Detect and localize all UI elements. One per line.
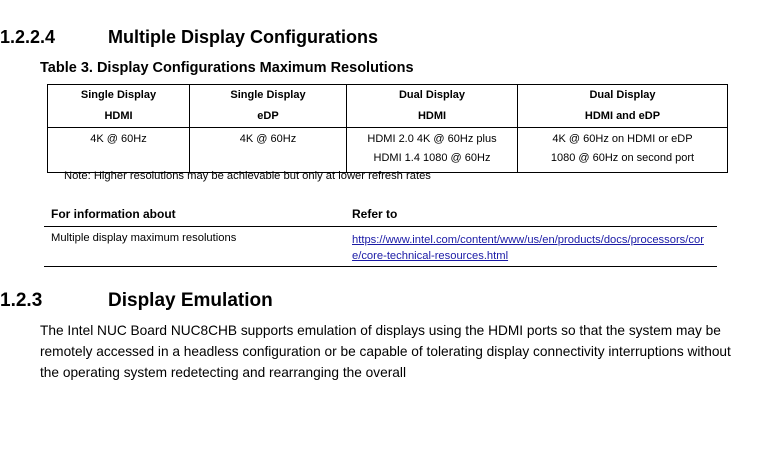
reference-link[interactable]: https://www.intel.com/content/www/us/en/products/docs/processors/core/core-technical-resources.html: [352, 234, 704, 262]
table-header-row: [48, 85, 728, 128]
cell-line: HDMI 1.4 1080 @ 60Hz: [373, 152, 491, 164]
table-cell: [190, 128, 347, 173]
header-line: HDMI: [417, 110, 447, 122]
table-row: [48, 128, 728, 173]
info-column-header: For information about: [51, 207, 176, 221]
cell-line: 4K @ 60Hz: [239, 133, 297, 145]
table-note: Note: Higher resolutions may be achievable but only at lower refresh rates: [64, 170, 431, 182]
info-row-label: Multiple display maximum resolutions: [51, 232, 237, 244]
section-number: 1.2.2.4: [0, 27, 56, 47]
table-cell: [518, 128, 728, 173]
cell-line: 1080 @ 60Hz on second port: [550, 152, 695, 164]
header-dual-hdmi: [347, 85, 518, 128]
header-line: Single Display: [80, 89, 157, 101]
header-dual-hdmi-edp: [518, 85, 728, 128]
section-title: Multiple Display Configurations: [108, 27, 379, 47]
header-line: eDP: [257, 110, 279, 122]
divider: [44, 226, 717, 227]
cell-line: HDMI 2.0 4K @ 60Hz plus: [367, 133, 497, 145]
header-single-edp: [190, 85, 347, 128]
body-paragraph: The Intel NUC Board NUC8CHB supports emulation of displays using the HDMI ports so that the system may be remotely accessed in a headless configuration or be capable of tolerating display connectivity interruptions without the operating system redetecting and rearranging the overall: [40, 323, 731, 380]
header-line: Dual Display: [398, 89, 466, 101]
resolutions-table: [47, 84, 728, 173]
table-cell: [347, 128, 518, 173]
section-number: 1.2.3: [0, 290, 43, 311]
divider: [44, 266, 717, 267]
refer-column-header: Refer to: [352, 207, 398, 221]
table-cell: [48, 128, 190, 173]
header-single-hdmi: [48, 85, 190, 128]
section-title: Display Emulation: [108, 290, 273, 311]
header-line: HDMI and eDP: [584, 110, 661, 122]
header-line: HDMI: [104, 110, 133, 122]
table-caption: Table 3. Display Configurations Maximum Resolutions: [40, 60, 414, 76]
cell-line: 4K @ 60Hz on HDMI or eDP: [552, 133, 693, 145]
header-line: Dual Display: [589, 89, 656, 101]
header-line: Single Display: [230, 89, 306, 101]
cell-line: 4K @ 60Hz: [90, 133, 147, 145]
